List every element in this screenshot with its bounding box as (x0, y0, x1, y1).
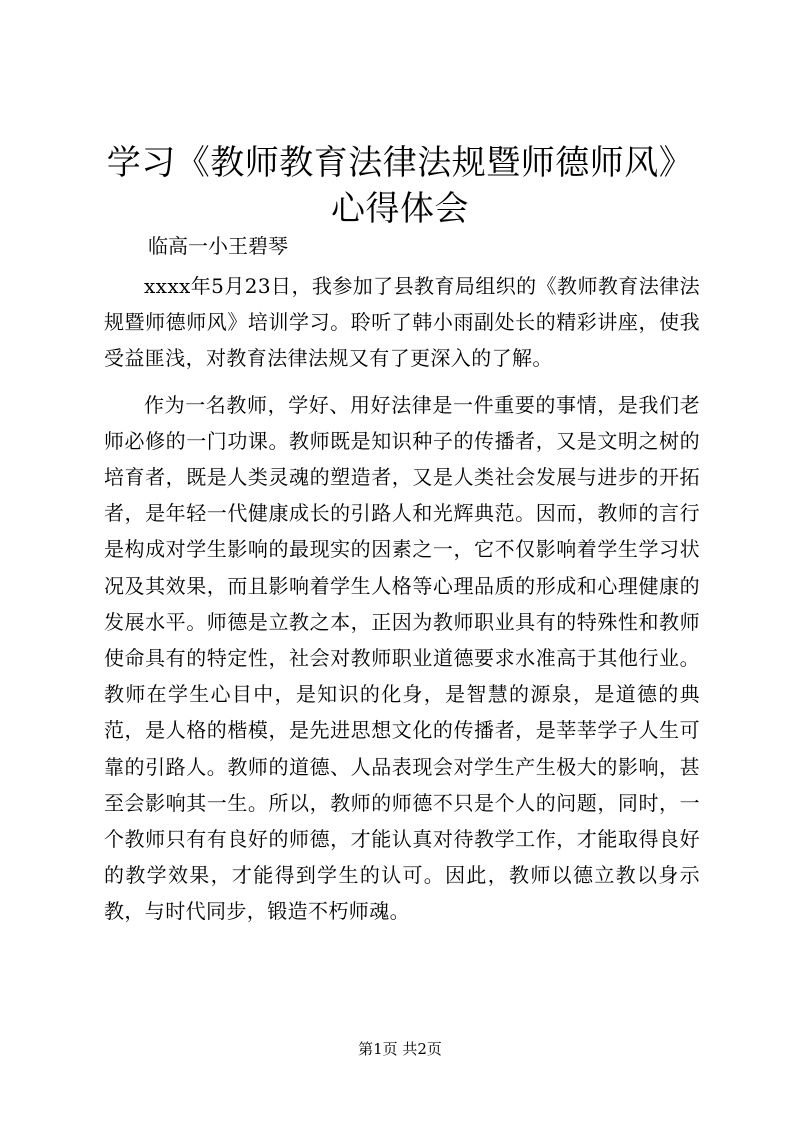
paragraph-1: xxxx年5月23日，我参加了县教育局组织的《教师教育法律法规暨师德师风》培训学习。聆听了韩小雨副处长的精彩讲座，使我受益匪浅，对教育法律法规又有了更深入的了解。 (104, 274, 700, 371)
paragraph-2: 作为一名教师，学好、用好法律是一件重要的事情，是我们老师必修的一门功课。教师既是知识种子的传播者，又是文明之树的培育者，既是人类灵魂的塑造者，又是人类社会发展与进步的开拓者，是年轻一代健康成长的引路人和光辉典范。因而，教师的言行是构成对学生影响的最现实的因素之一，它不仅影响着学生学习状况及其效果，而且影响着学生人格等心理品质的形成和心理健康的发展水平。师德是立教之本，正因为教师职业具有的特殊性和教师使命具有的特定性，社会对教师职业道德要求水准高于其他行业。教师在学生心目中，是知识的化身，是智慧的源泉，是道德的典范，是人格的楷模，是先进思想文化的传播者，是莘莘学子人生可靠的引路人。教师的道德、人品表现会对学生产生极大的影响，甚至会影响其一生。所以，教师的师德不只是个人的问题，同时，一个教师只有有良好的师德，才能认真对待教学工作，才能取得良好的教学效果，才能得到学生的认可。因此，教师以德立教以身示教，与时代同步，锻造不朽师魂。 (104, 392, 700, 924)
document-title: 学习《教师教育法律法规暨师德师风》心得体会 (106, 143, 694, 229)
document-body (104, 268, 700, 940)
page-number-footer: 第1页 共2页 (358, 1040, 442, 1058)
author-line: 临高一小王碧琴 (148, 234, 288, 258)
